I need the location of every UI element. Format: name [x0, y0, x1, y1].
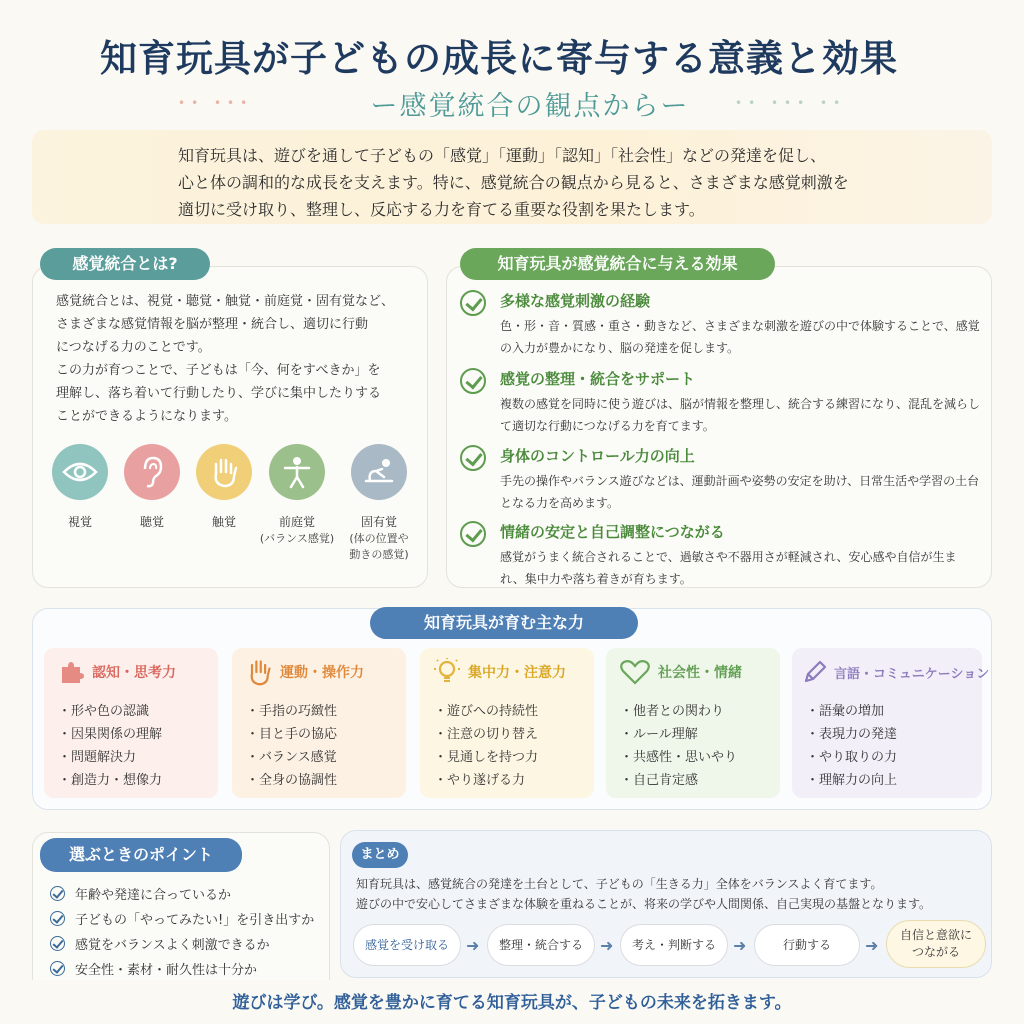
ability-column-social: [606, 648, 780, 798]
ability-item: ・ 目と手の協応: [246, 723, 337, 746]
point-item: [50, 909, 314, 928]
point-item: [50, 959, 257, 978]
sensory-line: さまざまな感覚情報を脳が整理・統合し、適切に行動: [56, 317, 369, 332]
ability-title: 集中力・注意力: [468, 665, 566, 681]
ear-icon: [124, 444, 180, 500]
intro-line: 知育玩具は、遊びを通して子どもの「感覚」「運動」「認知」「社会性」などの発達を促し、: [178, 146, 827, 165]
point-text: 子どもの「やってみたい!」を引き出すか: [75, 913, 315, 928]
flow-step: 整理・統合する: [487, 924, 595, 966]
ability-item: ・ 創造力・想像力: [58, 769, 162, 792]
effect-title: 感覚の整理・統合をサポート: [500, 370, 696, 388]
checkbox-icon: [50, 961, 65, 976]
body-position-icon: [351, 444, 407, 500]
check-circle-icon: [460, 521, 486, 547]
arrow-right-icon: ➜: [733, 936, 747, 955]
ability-column-language: [792, 648, 990, 798]
ability-item: ・ 見通しを持つ力: [434, 746, 538, 769]
ability-item: ・ バランス感覚: [246, 746, 337, 769]
hand-icon: [196, 444, 252, 500]
ability-item: ・ やり取りの力: [806, 746, 897, 769]
point-item: [50, 884, 231, 903]
balance-person-icon: [269, 444, 325, 500]
sensory-line: ことができるようになります。: [56, 409, 237, 424]
puzzle-icon: [58, 659, 84, 685]
ability-title: 認知・思考力: [92, 665, 176, 681]
ability-item: ・ 自己肯定感: [620, 769, 737, 792]
sensory-heading: 感覚統合とは?: [40, 248, 210, 280]
ability-item: ・ 注意の切り替え: [434, 723, 538, 746]
ability-item: ・ 全身の協調性: [246, 769, 337, 792]
ability-item: ・ やり遂げる力: [434, 769, 538, 792]
lightbulb-icon: [434, 658, 460, 686]
ability-title: 運動・操作力: [280, 665, 364, 681]
sensory-description: [56, 290, 416, 428]
ability-item: ・ 因果関係の理解: [58, 723, 162, 746]
check-circle-icon: [460, 445, 486, 471]
effect-title: 多様な感覚刺激の経験: [500, 292, 651, 310]
heart-icon: [620, 659, 650, 685]
sense-label: 前庭覚: [278, 515, 315, 529]
effects-heading: 知育玩具が感覚統合に与える効果: [460, 248, 775, 280]
ability-item: ・ ルール理解: [620, 723, 737, 746]
point-text: 年齢や発達に合っているか: [75, 888, 232, 903]
flow-step: 感覚を受け取る: [353, 924, 461, 966]
summary-line: 知育玩具は、感覚統合の発達を土台として、子どもの「生きる力」全体をバランスよく育てます。: [356, 877, 883, 891]
decorative-dots-right: •• ••• ••: [735, 96, 847, 110]
pencil-icon: [802, 659, 828, 685]
sense-sublabel: (体の位置や 動きの感覚): [349, 532, 409, 561]
flow-step: 行動する: [754, 924, 860, 966]
hand-icon: [246, 658, 272, 686]
ability-item: ・ 手指の巧緻性: [246, 700, 337, 723]
ability-item: ・ 語彙の増加: [806, 700, 897, 723]
abilities-heading: 知育玩具が育む主な力: [370, 607, 638, 639]
point-item: [50, 934, 270, 953]
effect-description: 色・形・音・質感・重さ・動きなど、さまざまな刺激を遊びの中で体験することで、感覚の入力が豊かになり、脳の発達を促します。: [500, 319, 980, 355]
summary-line: 遊びの中で安心してさまざまな体験を重ねることが、将来の学びや人間関係、自己実現の基盤となります。: [356, 897, 932, 911]
effect-title: 身体のコントロール力の向上: [500, 447, 695, 465]
sensory-line: この力が育つことで、子どもは「今、何をすべきか」を: [56, 363, 381, 378]
footer-tagline: 遊びは学び。感覚を豊かに育てる知育玩具が、子どもの未来を拓きます。: [232, 993, 792, 1013]
ability-title: 社会性・情緒: [658, 665, 742, 681]
sense-vestibular: [252, 444, 342, 547]
ability-item: ・ 共感性・思いやり: [620, 746, 737, 769]
decorative-dots-left: •• •••: [178, 96, 254, 110]
sensory-line: につなげる力のことです。: [56, 340, 211, 355]
ability-item: ・ 形や色の認識: [58, 700, 162, 723]
ability-item: ・ 理解力の向上: [806, 769, 897, 792]
sense-label: 聴覚: [139, 515, 164, 529]
ability-column-motor: [232, 648, 406, 798]
checkbox-icon: [50, 886, 65, 901]
checkbox-icon: [50, 936, 65, 951]
flow-step-final: 自信と意欲に つながる: [886, 920, 986, 968]
check-circle-icon: [460, 368, 486, 394]
sensory-line: 感覚統合とは、視覚・聴覚・触覚・前庭覚・固有覚など、: [56, 294, 395, 309]
intro-line: 心と体の調和的な成長を支えます。特に、感覚統合の観点から見ると、さまざまな感覚刺激を: [178, 173, 849, 192]
ability-item: ・ 他者との関わり: [620, 700, 737, 723]
ability-item: ・ 問題解決力: [58, 746, 162, 769]
effect-title: 情緒の安定と自己調整につながる: [500, 523, 725, 541]
sense-proprioception: [334, 444, 424, 563]
point-text: 安全性・素材・耐久性は十分か: [75, 963, 258, 978]
page-subtitle: ー感覚統合の観点からー: [370, 91, 690, 122]
flow-step: 考え・判断する: [620, 924, 728, 966]
points-heading: 選ぶときのポイント: [40, 838, 242, 872]
check-circle-icon: [460, 290, 486, 316]
ability-column-cognition: [44, 648, 218, 798]
effect-description: 手先の操作やバランス遊びなどは、運動計画や姿勢の安定を助け、日常生活や学習の土台となる力を高めます。: [500, 474, 980, 510]
sense-label: 固有覚: [360, 515, 397, 529]
ability-item: ・ 遊びへの持続性: [434, 700, 538, 723]
summary-text: [356, 874, 986, 914]
ability-item: ・ 表現力の発達: [806, 723, 897, 746]
sense-label: 視覚: [67, 515, 92, 529]
summary-heading: まとめ: [352, 842, 408, 868]
page-title: 知育玩具が子どもの成長に寄与する意義と効果: [100, 37, 898, 80]
arrow-right-icon: ➜: [865, 936, 879, 955]
arrow-right-icon: ➜: [466, 936, 480, 955]
sense-sublabel: (バランス感覚): [259, 532, 335, 545]
sensory-line: 理解し、落ち着いて行動したり、学びに集中したりする: [56, 386, 382, 401]
point-text: 感覚をバランスよく刺激できるか: [75, 938, 270, 953]
arrow-right-icon: ➜: [600, 936, 614, 955]
sense-label: 触覚: [211, 515, 236, 529]
effect-description: 感覚がうまく統合されることで、過敏さや不器用さが軽減され、安心感や自信が生まれ、集中力や落ち着きが育ちます。: [500, 550, 957, 586]
intro-line: 適切に受け取り、整理し、反応する力を育てる重要な役割を果たします。: [178, 200, 705, 219]
checkbox-icon: [50, 911, 65, 926]
effect-description: 複数の感覚を同時に使う遊びは、脳が情報を整理し、統合する練習になり、混乱を減らして適切な行動につなげる力を育てます。: [500, 397, 981, 433]
ability-title: 言語・コミュニケーション: [834, 666, 990, 682]
intro-box: [32, 130, 992, 224]
ability-column-focus: [420, 648, 594, 798]
eye-icon: [52, 444, 108, 500]
